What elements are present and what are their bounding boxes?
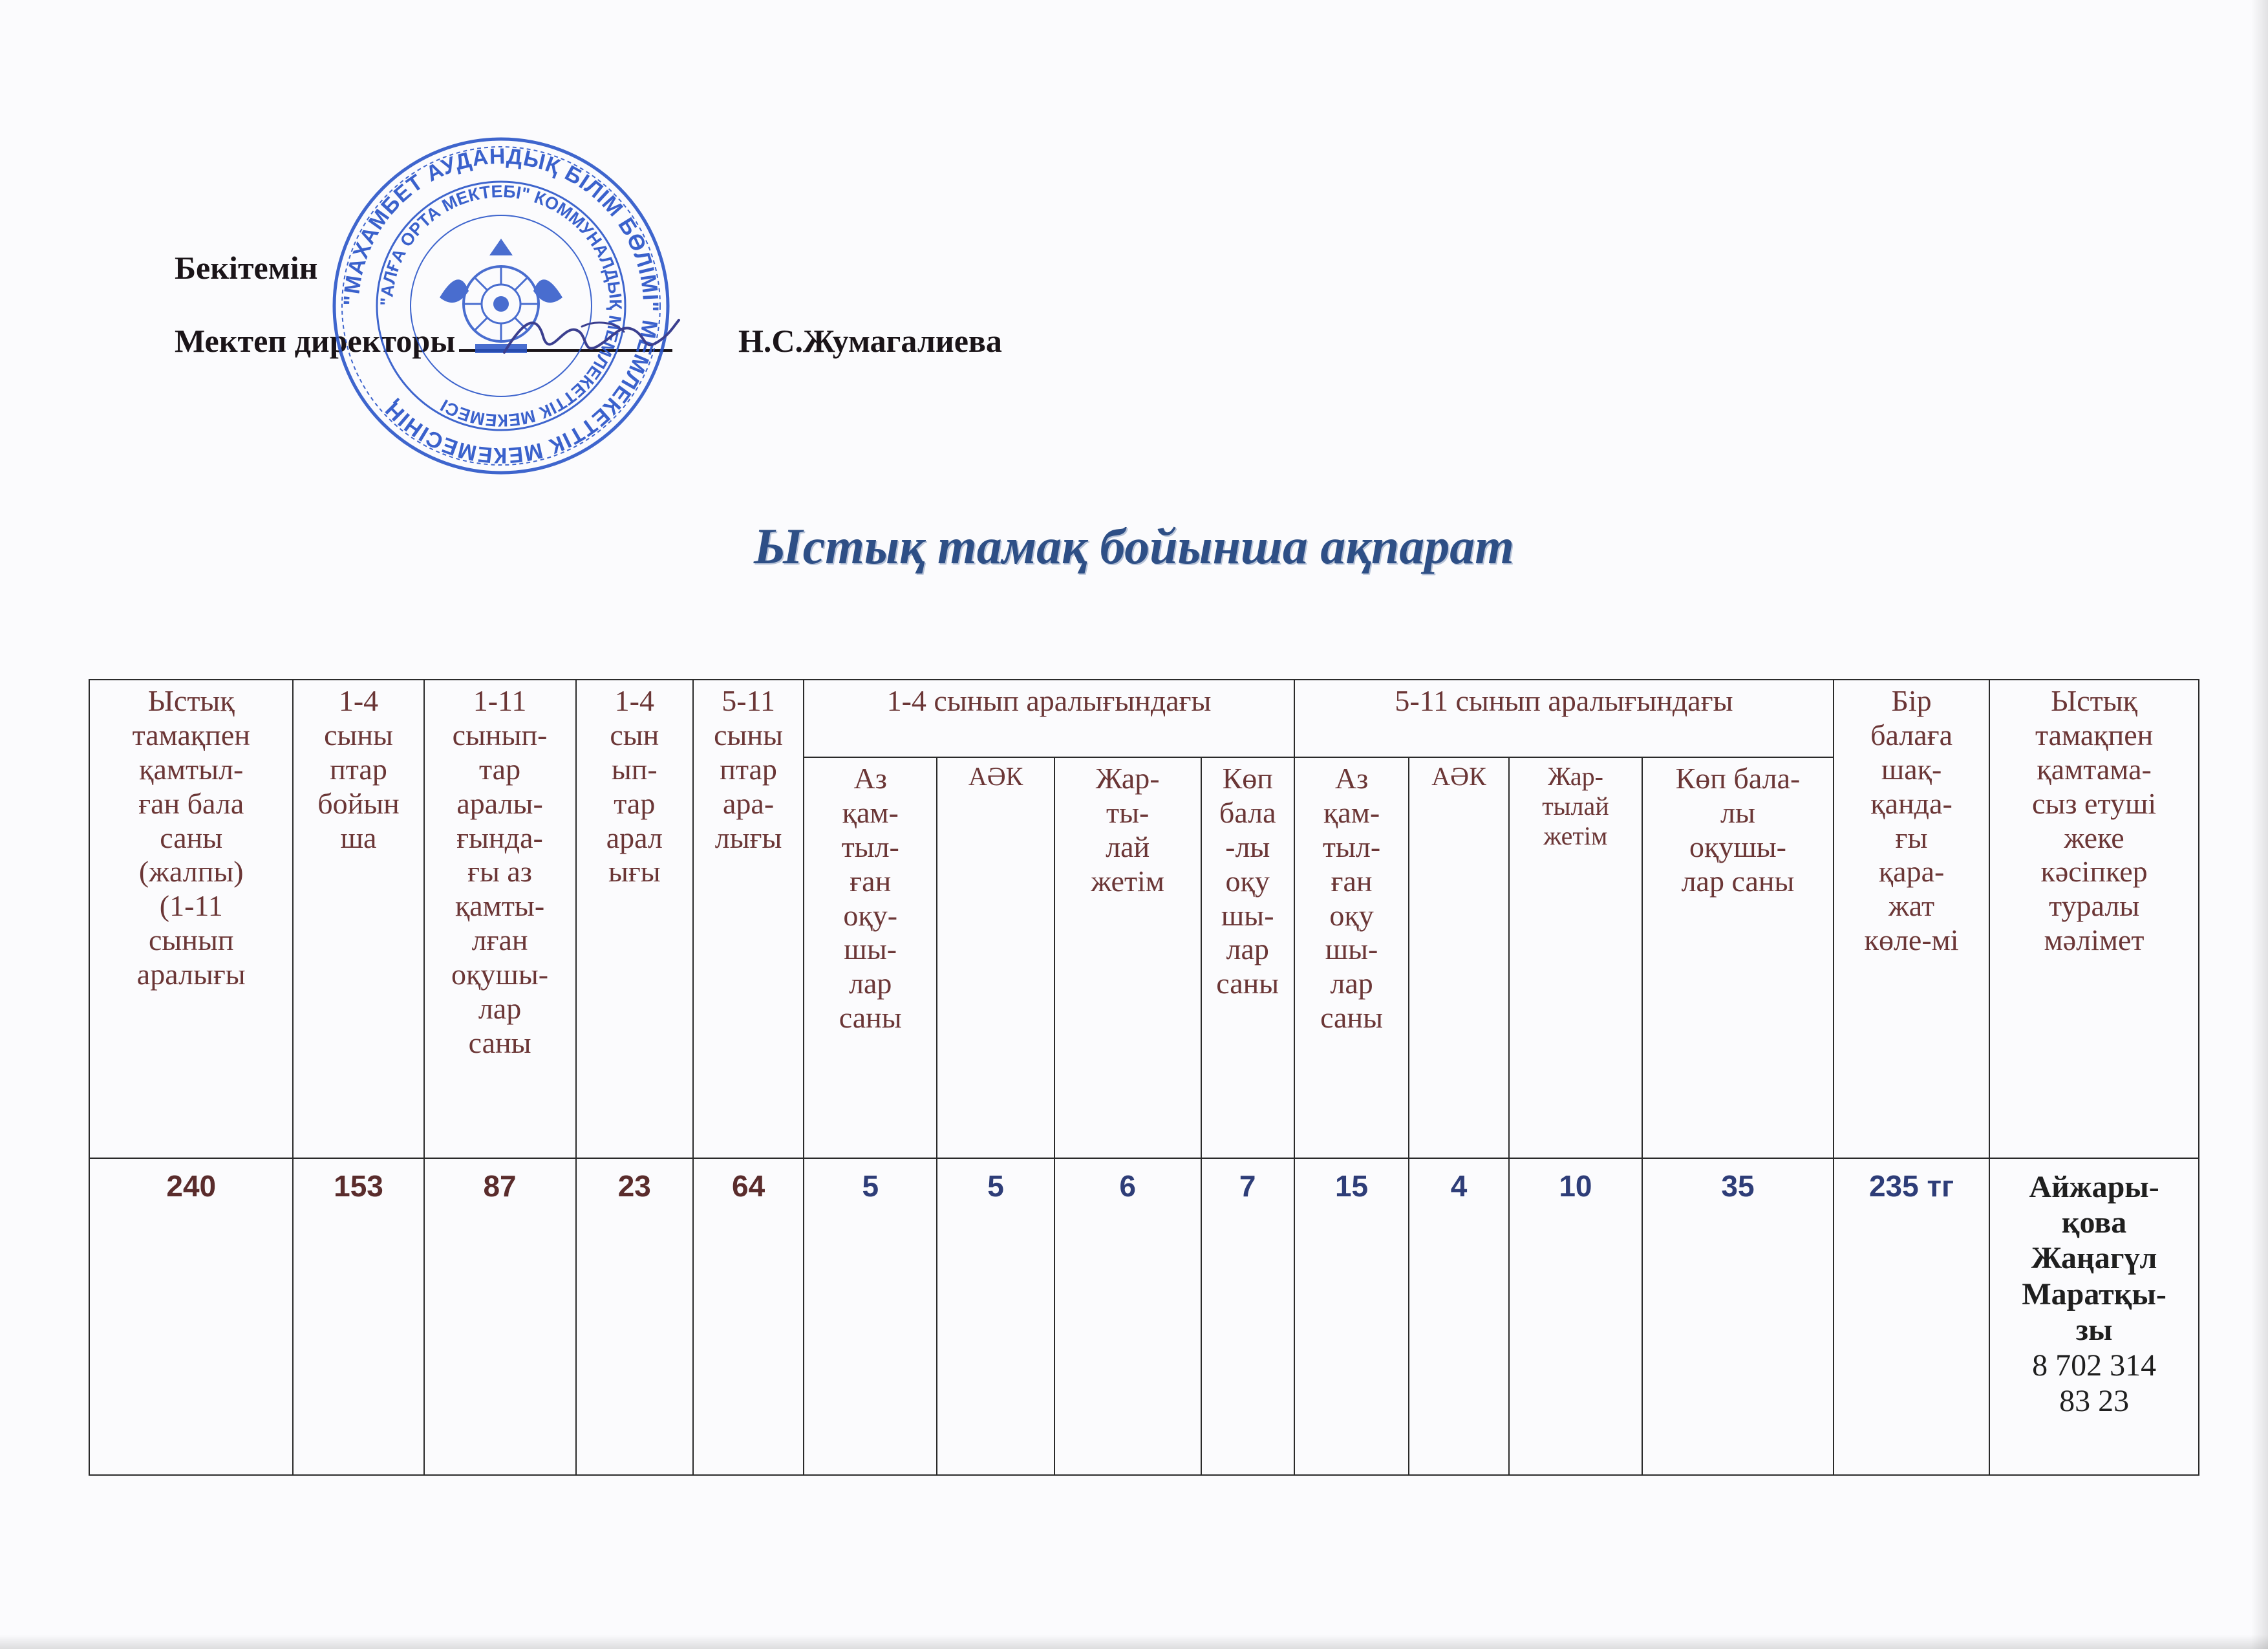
cell-1-4-low-income: 5: [804, 1158, 937, 1475]
cell-1-4-half-orphan: 6: [1054, 1158, 1201, 1475]
handwritten-signature: [491, 301, 685, 372]
col-header-range-5-11: 5-11 сыны птар ара- лығы: [693, 680, 804, 1158]
cell-1-4-large-family: 7: [1201, 1158, 1294, 1475]
hot-meal-info-table: [89, 679, 2199, 1476]
data-row: [89, 1158, 2199, 1475]
cell-range-5-11: 64: [693, 1158, 804, 1475]
cell-1-4-aok: 5: [937, 1158, 1054, 1475]
col-header-total: Ыстық тамақпен қамтыл- ған бала саны (жалпы) (1-11 сынып аралығы: [89, 680, 293, 1158]
cell-range-1-4: 23: [576, 1158, 693, 1475]
col-header-range-1-4: 1-4 сын ып- тар арал ығы: [576, 680, 693, 1158]
sub-header-1-4-low-income: Аз қам- тыл- ған оқу- шы- лар саны: [804, 757, 937, 1158]
supplier-phone: 8 702 314 83 23: [2032, 1348, 2157, 1419]
sub-header-1-4-half-orphan: Жар- ты- лай жетім: [1054, 757, 1201, 1158]
director-name: Н.С.Жумагалиева: [738, 323, 1002, 359]
col-header-cost: Бір балаға шақ- қанда- ғы қара- жат көле-мі: [1834, 680, 1989, 1158]
cell-5-11-aok: 4: [1409, 1158, 1509, 1475]
scan-shadow-bottom: [0, 1635, 2268, 1649]
cell-low-income-1-11: 87: [424, 1158, 576, 1475]
stamp-outer-text: "МАХАМБЕТ АУДАНДЫҚ БІЛІМ БӨЛІМІ" МЕМЛЕКЕТТІК МЕКЕМЕСІНІҢ: [339, 144, 663, 468]
cell-grades-1-4: 153: [293, 1158, 423, 1475]
sub-header-1-4-large-family: Көп бала -лы оқу шы- лар саны: [1201, 757, 1294, 1158]
cell-cost: 235 тг: [1834, 1158, 1989, 1475]
sub-header-5-11-large-family: Көп бала- лы оқушы- лар саны: [1642, 757, 1834, 1158]
header-row-1: [89, 680, 2199, 757]
group-header-1-4: 1-4 сынып аралығындағы: [804, 680, 1294, 757]
director-label: Мектеп директоры: [175, 323, 456, 359]
sub-header-1-4-aok: АӘК: [937, 757, 1054, 1158]
cell-total: 240: [89, 1158, 293, 1475]
cell-5-11-low-income: 15: [1294, 1158, 1409, 1475]
scan-shadow-right: [2251, 0, 2268, 1649]
supplier-name: Айжары- қова Жаңагүл Маратқы- зы: [2022, 1170, 2166, 1347]
cell-supplier: [1989, 1158, 2199, 1475]
cell-5-11-large-family: 35: [1642, 1158, 1834, 1475]
col-header-grades-1-4: 1-4 сыны птар бойын ша: [293, 680, 423, 1158]
col-header-supplier: Ыстық тамақпен қамтама- сыз етуші жеке кәсіпкер туралы мәлімет: [1989, 680, 2199, 1158]
stamp-inner-text: "АЛҒА ОРТА МЕКТЕБІ" КОММУНАЛДЫҚ МЕМЛЕКЕТТІК МЕКЕМЕСІ: [376, 181, 626, 431]
sub-header-5-11-aok: АӘК: [1409, 757, 1509, 1158]
sub-header-5-11-half-orphan: Жар- тылай жетім: [1509, 757, 1642, 1158]
page-title: Ыстық тамақ бойынша ақпарат: [754, 518, 1514, 574]
cell-5-11-half-orphan: 10: [1509, 1158, 1642, 1475]
sub-header-5-11-low-income: Аз қам- тыл- ған оқу шы- лар саны: [1294, 757, 1409, 1158]
group-header-5-11: 5-11 сынып аралығындағы: [1294, 680, 1834, 757]
col-header-low-income-1-11: 1-11 сынып- тар аралы- ғында- ғы аз қамты- лған оқушы- лар саны: [424, 680, 576, 1158]
approval-label: Бекітемін: [175, 250, 318, 286]
